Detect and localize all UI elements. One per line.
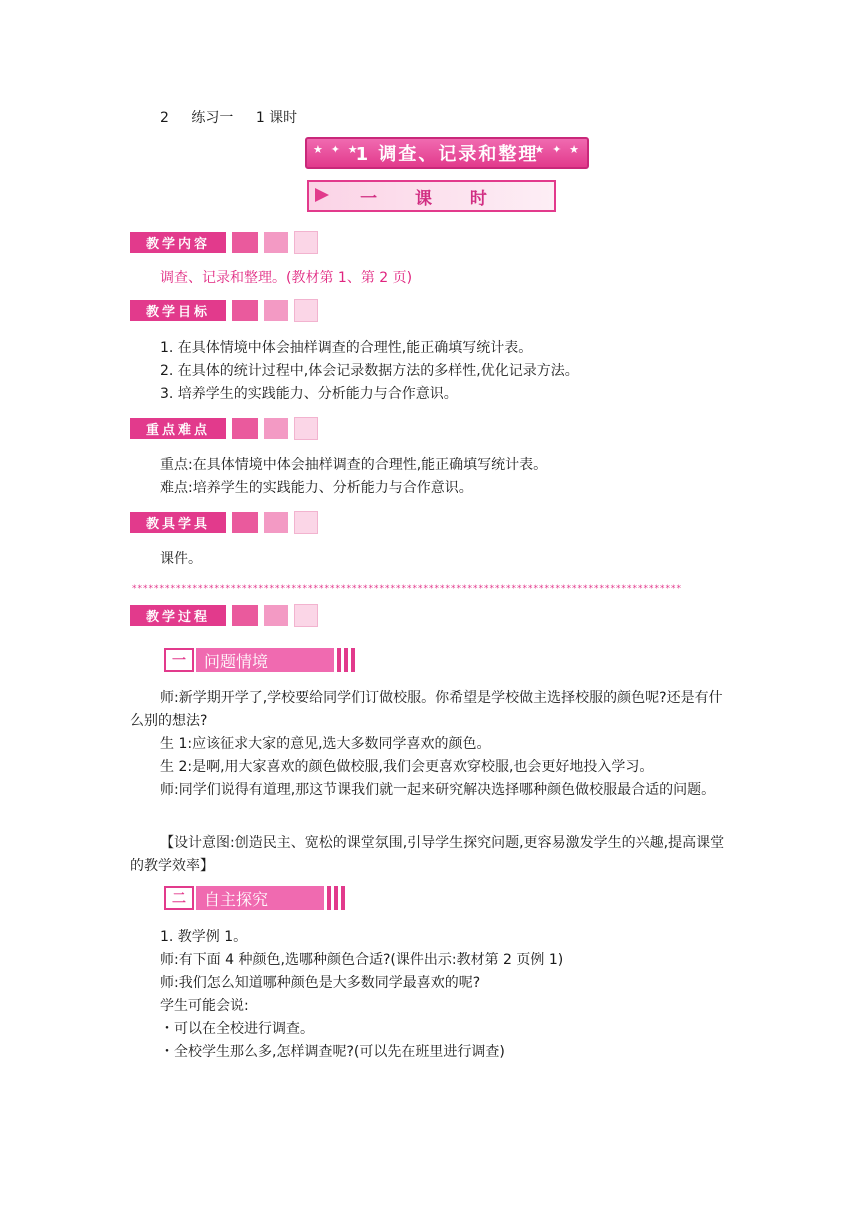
section-title: 教学目标 [130,300,226,321]
stage-number: 一 [164,648,194,672]
decor-square [264,232,288,253]
decor-square [264,418,288,439]
decor-square [294,299,318,322]
paragraph: 生 1:应该征求大家的意见,选大多数同学喜欢的颜色。 [160,736,491,752]
section-label-process [130,604,318,627]
decor-bar [341,886,345,910]
text-line: 师:有下面 4 种颜色,选哪种颜色合适?(课件出示:教材第 2 页例 1) [160,952,564,968]
page-header [160,107,315,127]
decor-square [232,232,258,253]
section-title: 教学过程 [130,605,226,626]
decor-bar [351,648,355,672]
hours-label: 1 课时 [255,110,298,126]
text-line: 师:我们怎么知道哪种颜色是大多数同学最喜欢的呢? [160,975,481,991]
section-title: 教学内容 [130,232,226,253]
goal-item: 2. 在具体的统计过程中,体会记录数据方法的多样性,优化记录方法。 [160,363,579,379]
decor-square [294,417,318,440]
decor-square [232,300,258,321]
goal-item: 1. 在具体情境中体会抽样调查的合理性,能正确填写统计表。 [160,340,533,356]
decor-bar [327,886,331,910]
section-title: 教具学具 [130,512,226,533]
period-title: 一 课 时 [360,188,503,209]
goal-item: 3. 培养学生的实践能力、分析能力与合作意识。 [160,386,458,402]
decor-bar [337,648,341,672]
bullet-item: ・可以在全校进行调查。 [160,1021,314,1037]
decor-square [294,511,318,534]
unit-title: 练习一 [191,110,234,126]
stage-header-2 [164,886,345,910]
decor-square [264,605,288,626]
bullet-item: ・全校学生那么多,怎样调查呢?(可以先在班里进行调查) [160,1044,505,1060]
content-text: 调查、记录和整理。(教材第 1、第 2 页) [160,270,413,286]
decor-square [264,300,288,321]
star-decoration-icon: ★ ✦ ★ [313,143,360,156]
paragraph: 师:新学期开学了,学校要给同学们订做校服。你希望是学校做主选择校服的颜色呢?还是有什么别的想法? [130,690,723,729]
key-point: 重点:在具体情境中体会抽样调查的合理性,能正确填写统计表。 [160,457,548,473]
decor-bar [334,886,338,910]
section-label-content [130,231,318,254]
decor-bar [344,648,348,672]
stage-title: 自主探究 [196,886,324,910]
lesson-title-banner [305,137,589,169]
stage-title: 问题情境 [196,648,334,672]
decor-square [294,604,318,627]
star-decoration-icon: ★ ✦ ★ [534,143,581,156]
section-label-key [130,417,318,440]
text-line: 学生可能会说: [160,998,249,1014]
design-intent: 【设计意图:创造民主、宽松的课堂氛围,引导学生探究问题,更容易激发学生的兴趣,提高课堂的教学效率】 [130,835,725,874]
decor-square [232,512,258,533]
triangle-icon [315,188,329,202]
section-label-tools [130,511,318,534]
text-line: 1. 教学例 1。 [160,929,248,945]
decor-square [232,418,258,439]
paragraph: 师:同学们说得有道理,那这节课我们就一起来研究解决选择哪种颜色做校服最合适的问题。 [160,782,716,798]
decor-square [232,605,258,626]
lesson-title: 1 调查、记录和整理 [355,144,539,165]
stage-header-1 [164,648,355,672]
section-title: 重点难点 [130,418,226,439]
paragraph: 生 2:是啊,用大家喜欢的颜色做校服,我们会更喜欢穿校服,也会更好地投入学习。 [160,759,654,775]
dotted-divider: **************************************************************************************************** [132,584,682,592]
section-label-goals [130,299,318,322]
stage-number: 二 [164,886,194,910]
tools-text: 课件。 [160,551,202,567]
decor-square [294,231,318,254]
difficulty-point: 难点:培养学生的实践能力、分析能力与合作意识。 [160,480,473,496]
period-banner [307,180,556,212]
page-number: 2 [160,110,169,126]
decor-square [264,512,288,533]
